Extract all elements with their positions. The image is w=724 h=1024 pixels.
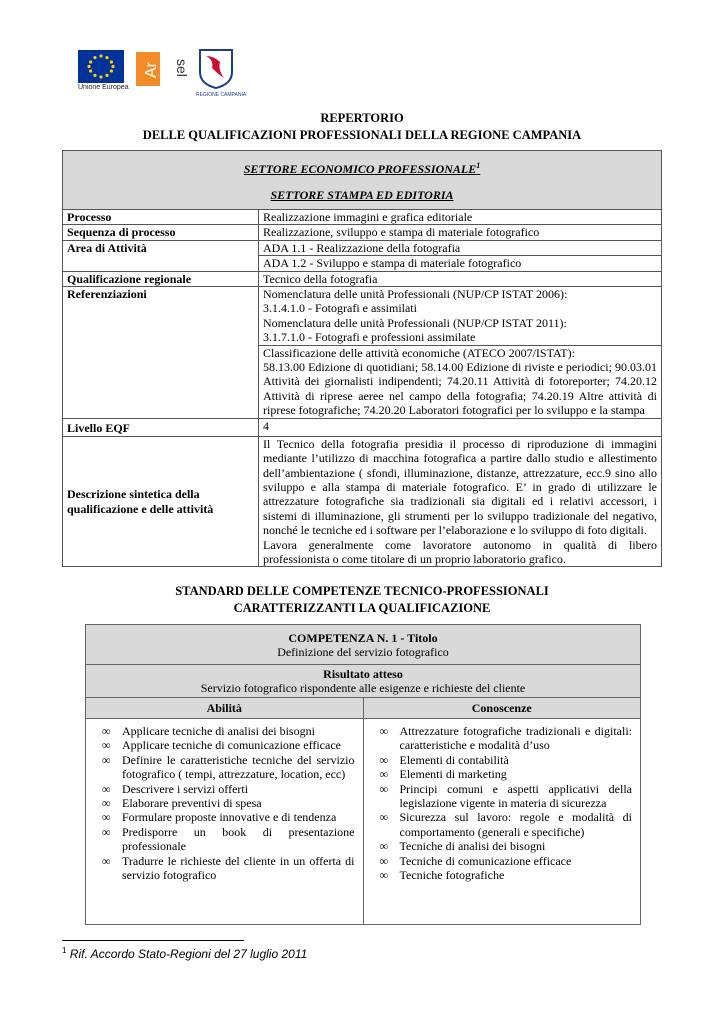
footnote-text: Rif. Accordo Stato-Regioni del 27 luglio 2011	[69, 947, 308, 961]
infinity-bullet-icon: ∞	[379, 781, 389, 796]
abilita-item-text: Formulare proposte innovative e di tendenza	[122, 810, 337, 825]
area-value-1: ADA 1.1 - Realizzazione della fotografia	[259, 241, 661, 256]
title-line1: REPERTORIO	[320, 111, 404, 125]
risultato-row	[86, 664, 641, 697]
ref-line-1: Nomenclatura delle unità Professionali (NUP/CP ISTAT 2006):	[263, 287, 568, 302]
infinity-bullet-icon: ∞	[102, 810, 111, 825]
eu-logo	[78, 50, 138, 95]
infinity-bullet-icon: ∞	[379, 810, 389, 825]
infinity-bullet-icon: ∞	[379, 724, 389, 739]
infinity-bullet-icon: ∞	[102, 738, 111, 753]
sector-name: SETTORE STAMPA ED EDITORIA	[270, 188, 454, 202]
sequenza-label: Sequenza di processo	[63, 225, 259, 240]
infinity-bullet-icon: ∞	[102, 796, 111, 811]
area-label: Area di Attività	[63, 240, 259, 271]
risultato-label: Risultato atteso	[323, 666, 403, 681]
infinity-bullet-icon: ∞	[102, 781, 111, 796]
conoscenze-item	[370, 868, 633, 882]
ref-line-4: 3.1.7.1.0 - Fotografi e professioni assimilate	[263, 330, 476, 345]
conoscenze-item-text: Sicurezza sul lavoro: regole e modalità di comportamento (generali e specifiche)	[399, 810, 632, 839]
abilita-item	[92, 854, 355, 883]
ref-line-5: Classificazione delle attività economiche (ATECO 2007/ISTAT):	[263, 345, 575, 360]
conoscenze-header: Conoscenze	[363, 697, 641, 718]
competenza-table	[85, 624, 641, 925]
conoscenze-item-text: Tecniche di comunicazione efficace	[399, 853, 572, 868]
standard-heading	[62, 583, 662, 617]
conoscenze-item-text: Tecniche di analisi dei bisogni	[399, 839, 546, 854]
document-title	[62, 110, 662, 144]
infinity-bullet-icon: ∞	[102, 824, 111, 839]
conoscenze-list	[370, 724, 633, 882]
sequenza-value: Realizzazione, sviluppo e stampa di materiale fotografico	[259, 225, 662, 240]
abilita-list	[92, 724, 355, 882]
abilita-item-text: Descrivere i servizi offerti	[122, 781, 249, 796]
conoscenze-item	[370, 724, 633, 753]
abilita-item	[92, 782, 355, 796]
competenza-title-cell	[86, 625, 641, 665]
abilita-item-text: Applicare tecniche di analisi dei bisogni	[122, 724, 315, 739]
abilita-item-text: Definire le caratteristiche tecniche del servizio fotografico ( tempi, attrezzature, location, ecc)	[122, 752, 355, 782]
eqf-label: Livello EQF	[63, 418, 259, 436]
eu-flag-icon	[78, 50, 124, 83]
infinity-bullet-icon: ∞	[379, 839, 389, 854]
area-row	[63, 240, 662, 271]
eqf-value: 4	[259, 418, 662, 436]
conoscenze-cell	[363, 719, 641, 925]
infinity-bullet-icon: ∞	[379, 752, 389, 767]
conoscenze-item-text: Attrezzature fotografiche tradizionali e digitali: caratteristiche e modalità d’uso	[399, 724, 632, 753]
footnote-mark: 1	[476, 161, 481, 170]
qualificazione-value: Tecnico della fotografia	[259, 271, 662, 286]
conoscenze-item	[370, 810, 633, 839]
processo-label: Processo	[63, 210, 259, 225]
regione-campania-logo	[196, 48, 247, 98]
abilita-item-text: Predisporre un book di presentazione professionale	[122, 824, 355, 854]
economic-sector: SETTORE ECONOMICO PROFESSIONALE	[243, 162, 477, 176]
campania-label: REGIONE CAMPANIA	[196, 92, 247, 98]
conoscenze-item	[370, 839, 633, 853]
descrizione-p1: Il Tecnico della fotografia presidia il processo di riproduzione di immagini mediante l’utilizzo di macchina fotografica a partire dallo studio e allestimento dell’ambientazione ( sfondi, illuminazione, distanze, attrezzature, ecc.9 sino allo sviluppo e alla stampa di materiale fotografico. E’ in grado di utilizzare le attrezzature fotografiche sia tradizionali sia digitali ed i relativi accessori, i sistemi di illuminazione, gli strumenti per lo sviluppo tradizionale del negativo, nonché le tecniche ed i software per l’elaborazione e lo sviluppo di foto digitali.	[263, 436, 657, 538]
referenziazioni-ateco	[259, 346, 661, 418]
conoscenze-item	[370, 782, 633, 811]
svg-text:Ar: Ar	[143, 62, 160, 78]
processo-value: Realizzazione immagini e grafica editoriale	[259, 210, 662, 225]
footnote	[62, 946, 307, 961]
standard-line1: STANDARD DELLE COMPETENZE TECNICO-PROFESSIONALI	[175, 584, 549, 598]
referenziazioni-row	[63, 287, 662, 419]
conoscenze-item	[370, 753, 633, 767]
risultato-value: Servizio fotografico rispondente alle esigenze e richieste del cliente	[200, 681, 526, 696]
conoscenze-item	[370, 854, 633, 868]
abilita-item	[92, 825, 355, 854]
infinity-bullet-icon: ∞	[102, 752, 111, 767]
sector-header-cell	[63, 151, 662, 210]
abilita-item-text: Applicare tecniche di comunicazione efficace	[122, 738, 341, 753]
descrizione-p2: Lavora generalmente come lavoratore autonomo in qualità di libero professionista o come titolare di un proprio laboratorio grafico.	[263, 537, 657, 566]
abilita-item	[92, 738, 355, 752]
svg-text:sel: sel	[174, 59, 190, 77]
conoscenze-item-text: Tecniche fotografiche	[399, 868, 505, 883]
eu-label: Unione Europea	[78, 84, 129, 91]
standard-line2: CARATTERIZZANTI LA QUALIFICAZIONE	[233, 601, 491, 615]
infinity-bullet-icon: ∞	[102, 724, 111, 739]
qualificazione-row	[63, 271, 662, 286]
qualificazione-label: Qualificazione regionale	[63, 271, 259, 286]
competenza-subtitle: Definizione del servizio fotografico	[277, 645, 449, 660]
area-value-cell	[259, 240, 662, 271]
referenziazioni-label: Referenziazioni	[63, 287, 259, 419]
area-value-2: ADA 1.2 - Sviluppo e stampa di materiale fotografico	[263, 256, 522, 271]
ref-line-3: Nomenclatura delle unità Professionali (NUP/CP ISTAT 2011):	[263, 315, 567, 330]
abilita-item	[92, 796, 355, 810]
infinity-bullet-icon: ∞	[379, 767, 389, 782]
arsel-logo-icon	[136, 48, 190, 88]
referenziazioni-value-cell	[259, 287, 662, 419]
sector-header-row	[63, 151, 662, 210]
descrizione-label: Descrizione sintetica della qualificazione e delle attività	[63, 436, 259, 567]
infinity-bullet-icon: ∞	[379, 853, 389, 868]
columns-header-row	[86, 697, 641, 718]
descrizione-row	[63, 436, 662, 567]
qualification-table	[62, 150, 662, 567]
footnote-separator	[62, 940, 244, 941]
infinity-bullet-icon: ∞	[102, 853, 111, 868]
campania-shield-icon	[196, 48, 236, 88]
infinity-bullet-icon: ∞	[379, 868, 389, 883]
descrizione-value	[259, 436, 662, 567]
abilita-item-text: Elaborare preventivi di spesa	[122, 796, 262, 811]
sequenza-row	[63, 225, 662, 240]
abilita-item	[92, 724, 355, 738]
competenza-title: COMPETENZA N. 1 - Titolo	[288, 631, 438, 645]
processo-row	[63, 210, 662, 225]
abilita-item	[92, 753, 355, 782]
conoscenze-item-text: Elementi di marketing	[399, 767, 507, 782]
title-line2: DELLE QUALIFICAZIONI PROFESSIONALI DELLA REGIONE CAMPANIA	[142, 128, 582, 142]
abilita-header: Abilità	[86, 697, 364, 718]
abilita-item	[92, 810, 355, 824]
conoscenze-item-text: Elementi di contabilità	[399, 752, 509, 767]
conoscenze-item	[370, 767, 633, 781]
ref-line-6: 58.13.00 Edizione di quotidiani; 58.14.00 Edizione di riviste e periodici; 90.03.01 Attività dei giornalisti indipendenti; 74.20.11 Attività di fotoreporter; 74.20.12 Attività di riprese aeree nel campo della fotografia; 74.20.19 Altre attività di riprese fotografiche; 74.20.20 Laboratori fotografici per lo sviluppo e la stampa	[263, 360, 657, 418]
conoscenze-item-text: Principi comuni e aspetti applicativi della legislazione vigente in materia di sicurezza	[399, 781, 632, 811]
abilita-item-text: Tradurre le richieste del cliente in un offerta di servizio fotografico	[122, 853, 355, 883]
eqf-row	[63, 418, 662, 436]
footnote-number: 1	[62, 946, 67, 955]
arsel-logo	[136, 48, 190, 88]
competenze-body-row	[86, 719, 641, 925]
risultato-cell	[86, 664, 641, 697]
competenza-title-row	[86, 625, 641, 665]
referenziazioni-nup	[259, 287, 661, 346]
abilita-cell	[86, 719, 364, 925]
ref-line-2: 3.1.4.1.0 - Fotografi e assimilati	[263, 301, 417, 316]
